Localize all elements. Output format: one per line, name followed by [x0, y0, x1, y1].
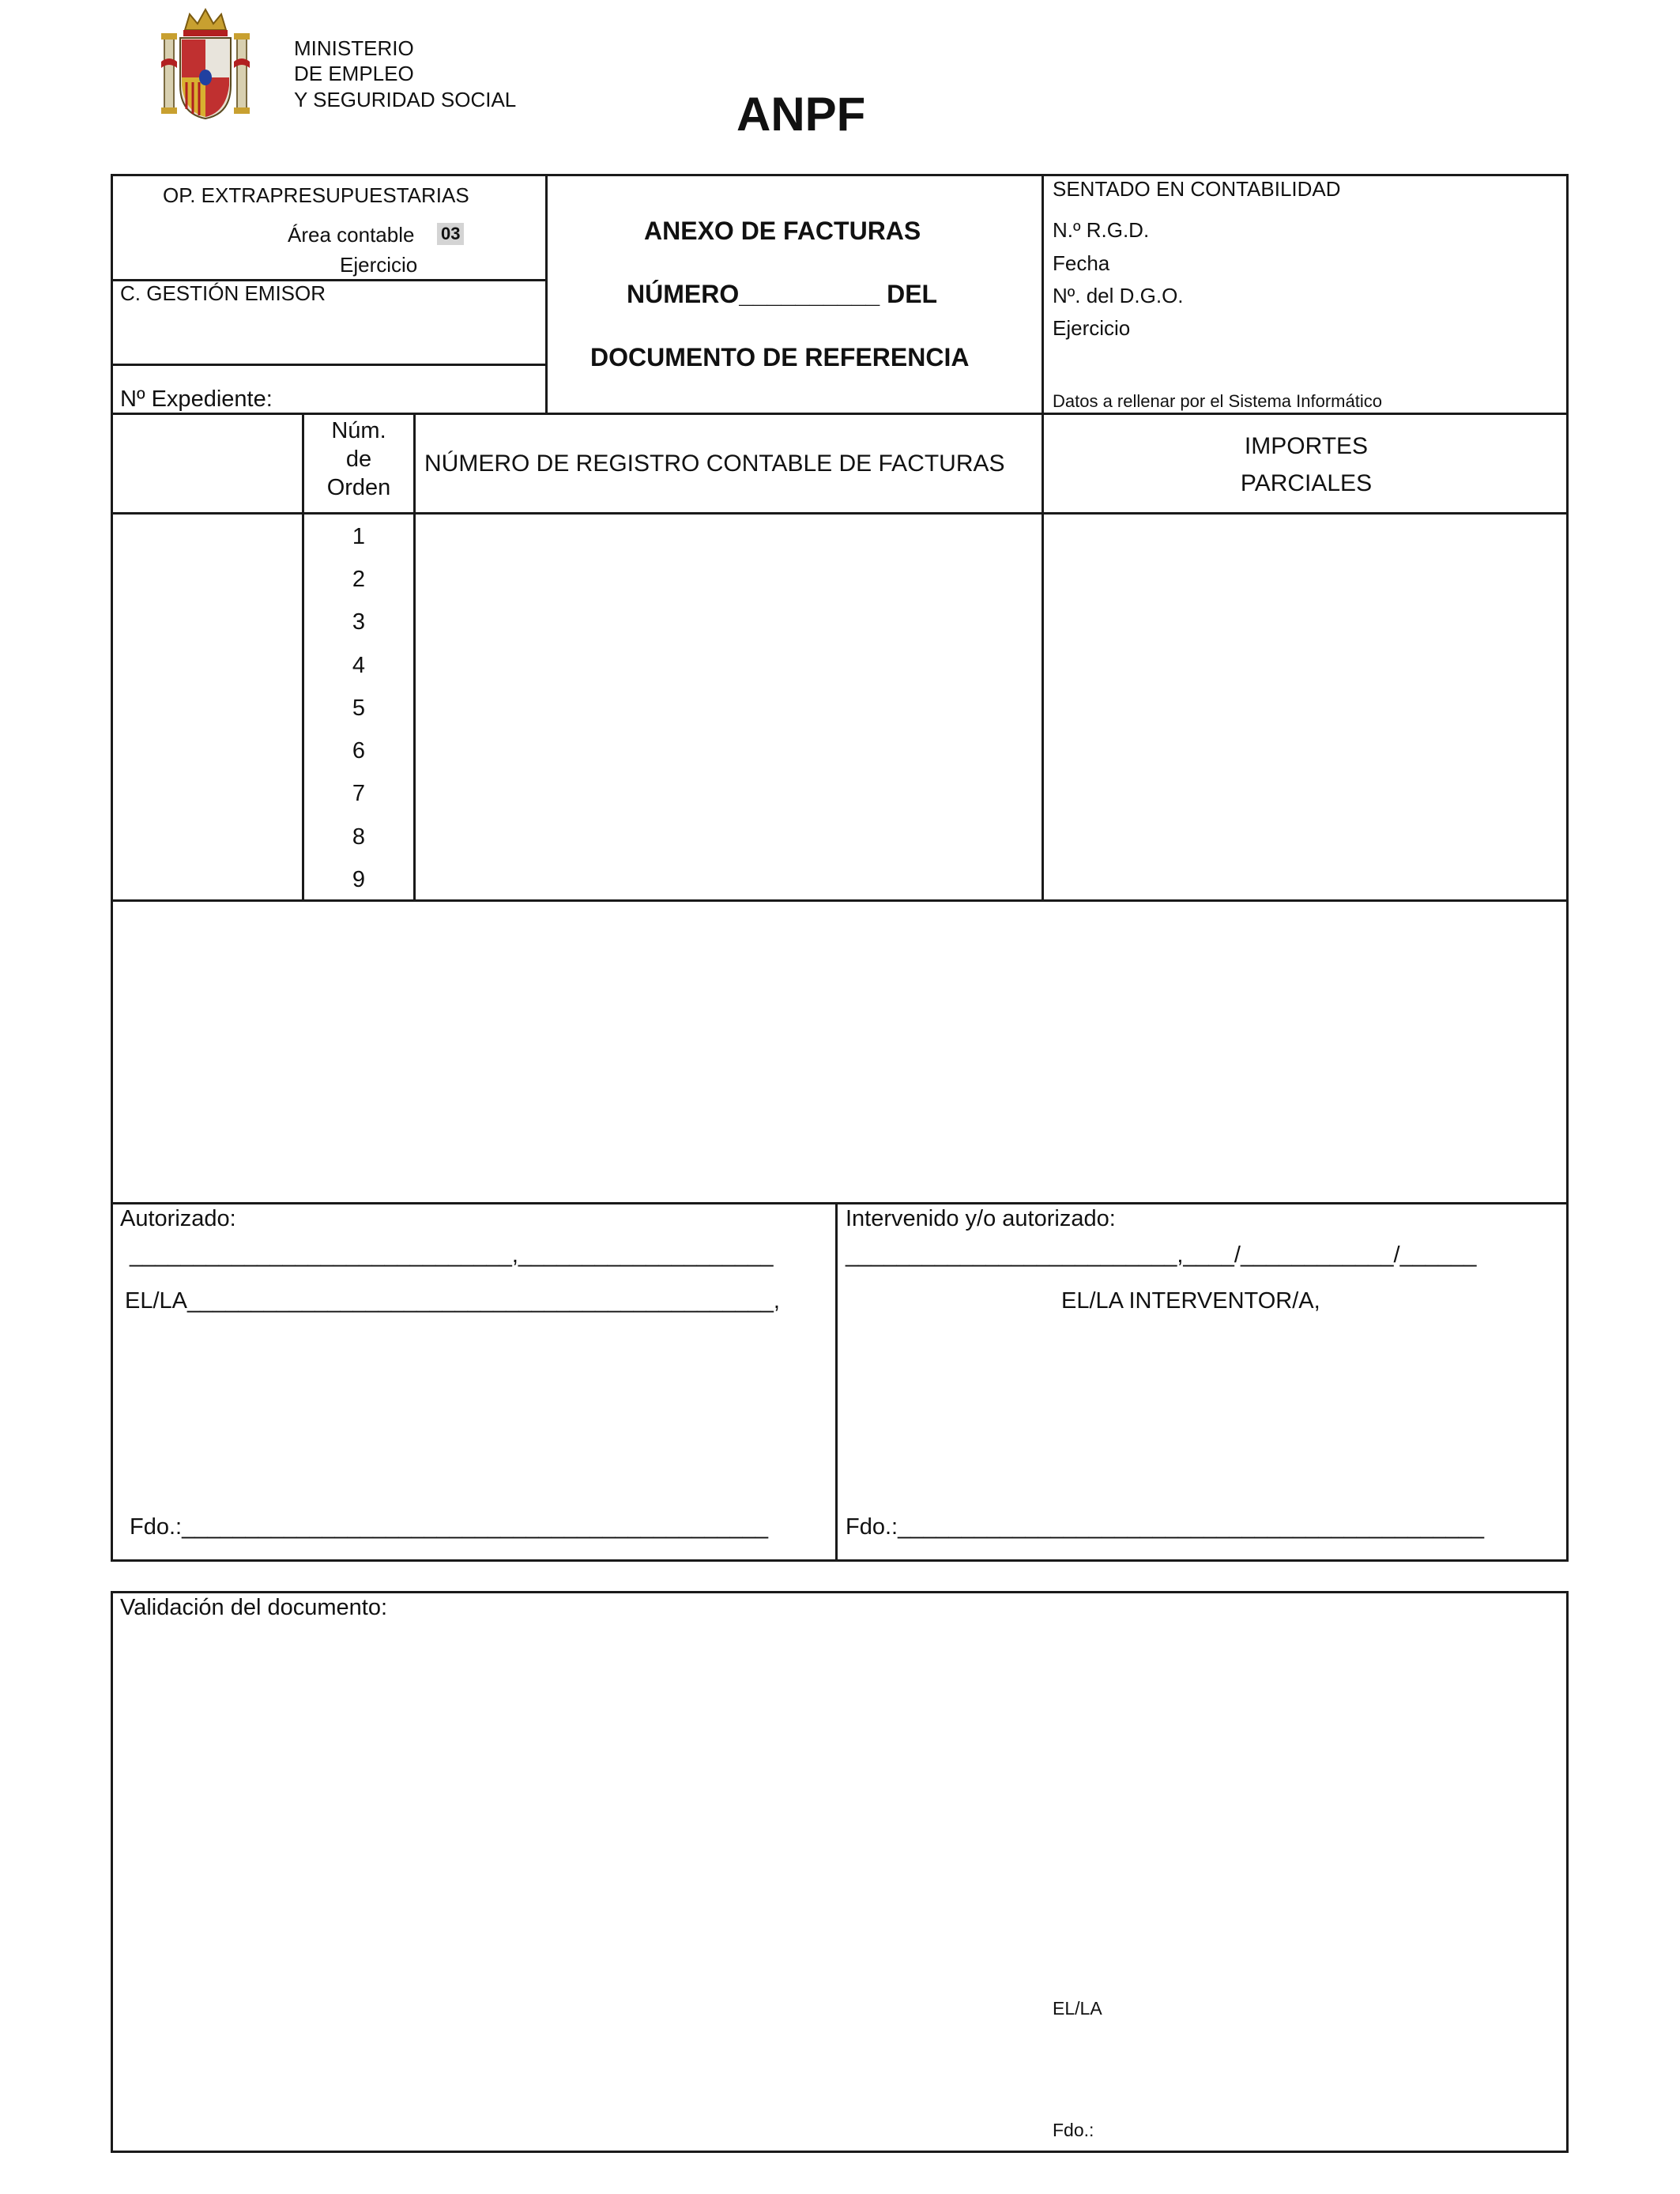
intervenido-title: Intervenido y/o autorizado: — [846, 1206, 1116, 1231]
autorizado-place-date-line: ______________________________,____________________ — [130, 1242, 774, 1268]
ministry-line-3: Y SEGURIDAD SOCIAL — [294, 88, 517, 111]
row-number: 3 — [352, 609, 366, 635]
area-contable-value — [437, 223, 464, 245]
documento-referencia-title: DOCUMENTO DE REFERENCIA — [590, 343, 970, 371]
sentado-contabilidad-title: SENTADO EN CONTABILIDAD — [1053, 177, 1341, 201]
validation-el-la: EL/LA — [1053, 1998, 1102, 2019]
dgo-label: Nº. del D.G.O. — [1053, 284, 1184, 307]
ejercicio-right-label: Ejercicio — [1053, 316, 1131, 340]
col-registro-header: NÚMERO DE REGISTRO CONTABLE DE FACTURAS — [424, 450, 1005, 477]
rgd-label: N.º R.G.D. — [1053, 218, 1150, 242]
line-table-bottom — [111, 899, 1569, 902]
main-form-box — [111, 174, 1569, 1562]
line-left-gestion-bottom — [111, 364, 548, 366]
validation-title: Validación del documento: — [120, 1595, 388, 1620]
op-title: OP. EXTRAPRESUPUESTARIAS — [163, 183, 469, 207]
line-top-right-divider — [1042, 174, 1044, 414]
col-order-line-3: Orden — [326, 475, 391, 500]
row-number: 4 — [352, 653, 366, 678]
row-number: 2 — [352, 567, 366, 592]
coat-of-arms-spain-icon — [161, 6, 250, 122]
row-number: 9 — [352, 867, 366, 892]
validation-fdo: Fdo.: — [1053, 2120, 1094, 2140]
document-code: ANPF — [736, 88, 866, 141]
ministry-line-2: DE EMPLEO — [294, 62, 414, 85]
ejercicio-label: Ejercicio — [340, 253, 418, 277]
col-importes-line-1: IMPORTES — [1244, 433, 1369, 459]
col-order-line-1: Núm. — [331, 418, 386, 443]
line-signatures-top — [111, 1202, 1569, 1204]
area-contable-label: Área contable — [288, 223, 415, 247]
autorizado-el-la-line: EL/LA______________________________________________, — [125, 1288, 780, 1314]
autorizado-title: Autorizado: — [120, 1206, 236, 1231]
validation-box — [111, 1591, 1569, 2153]
anexo-facturas-title: ANEXO DE FACTURAS — [644, 217, 921, 245]
row-number: 5 — [352, 696, 366, 721]
ministry-line-1: MINISTERIO — [294, 36, 414, 60]
sistema-informatico-note: Datos a rellenar por el Sistema Informático — [1053, 391, 1382, 411]
autorizado-fdo-line: Fdo.:______________________________________________ — [130, 1514, 768, 1540]
fecha-label: Fecha — [1053, 251, 1110, 275]
line-top-left-divider — [545, 174, 548, 414]
row-number: 8 — [352, 824, 366, 850]
intervenido-place-date-line: __________________________,____/____________/______ — [846, 1242, 1477, 1268]
intervenido-fdo-line: Fdo.:______________________________________________ — [846, 1514, 1484, 1540]
row-number: 7 — [352, 781, 366, 806]
col-importes-line-2: PARCIALES — [1240, 470, 1373, 496]
expediente-label: Nº Expediente: — [120, 386, 273, 412]
interventor-role: EL/LA INTERVENTOR/A, — [1061, 1288, 1320, 1314]
line-signatures-divider — [835, 1202, 838, 1562]
row-number: 1 — [352, 524, 366, 549]
col-order-line-2: de — [345, 447, 372, 472]
line-top-section-bottom — [111, 413, 1569, 415]
area-contable-badge: 03 — [437, 223, 464, 245]
numero-del-line: NÚMERO__________ DEL — [627, 280, 938, 308]
line-table-header-bottom — [111, 512, 1569, 515]
row-number: 6 — [352, 738, 366, 763]
gestion-emisor-label: C. GESTIÓN EMISOR — [120, 281, 326, 305]
